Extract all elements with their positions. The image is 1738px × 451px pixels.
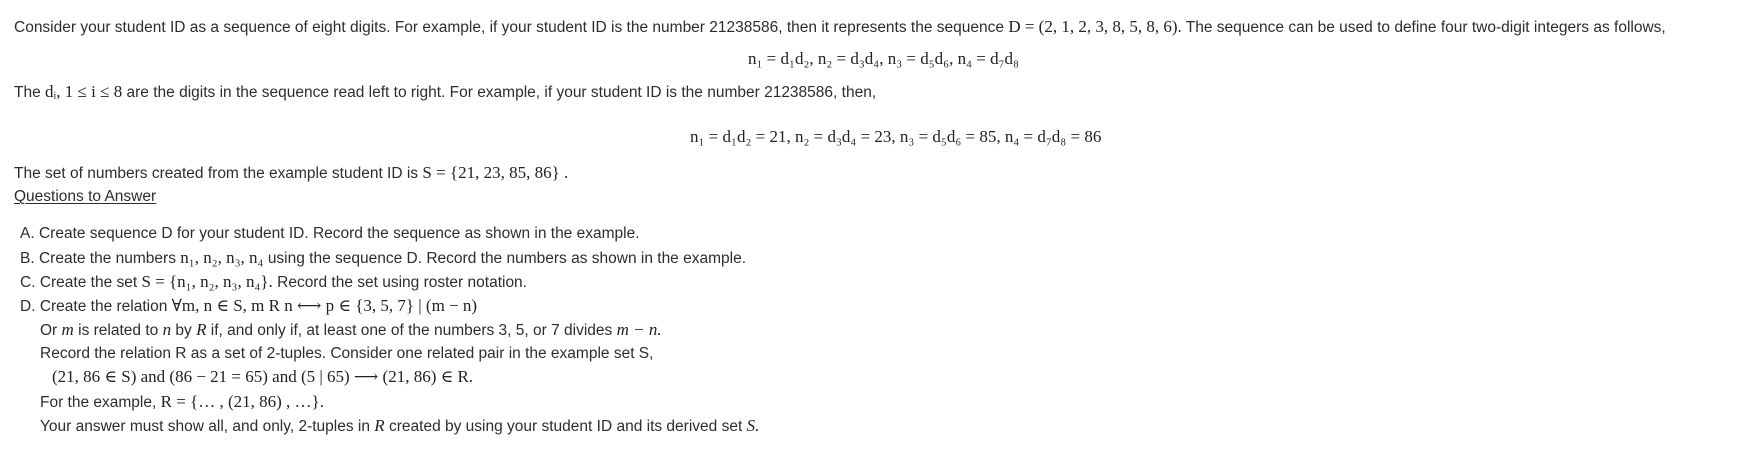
- example-equation: n₁ = d₁d₂ = 21, n₂ = d₃d₄ = 23, n₃ = d₅d₆ = 85, n₄ = d₇d₈ = 86: [690, 127, 1102, 146]
- question-c: [20, 272, 527, 293]
- intro-line-2: [14, 82, 876, 103]
- question-a-marker: A.: [20, 225, 35, 242]
- intro-tail-text: The sequence can be used to define four two-digit integers as follows,: [1185, 19, 1666, 36]
- question-d-line-2-pre: Or: [40, 322, 58, 339]
- intro-line-2-prefix: The: [14, 84, 41, 101]
- question-c-marker: C.: [20, 274, 36, 291]
- var-r-2: R: [374, 416, 385, 435]
- question-d-line-2-mid1: is related to: [78, 322, 159, 339]
- intro-line-1: [14, 17, 1666, 38]
- var-r: R: [196, 320, 207, 339]
- example-set-line: [14, 163, 568, 184]
- question-a-text: Create sequence D for your student ID. Record the sequence as shown in the example.: [38, 225, 640, 242]
- question-d-line-6-pre: Your answer must show all, and only, 2-tuples in: [40, 418, 370, 435]
- intro-line-2-tail: are the digits in the sequence read left to right. For example, if your student ID is the number 21238586, then,: [126, 84, 877, 101]
- question-d-line-2-mid2: by: [175, 322, 192, 339]
- var-m: m: [61, 320, 74, 339]
- question-d-line-3: Record the relation R as a set of 2-tuples. Consider one related pair in the example set S,: [40, 345, 654, 362]
- question-d-line-5: [40, 392, 324, 413]
- definition-equation: n₁ = d₁d₂, n₂ = d₃d₄, n₃ = d₅d₆, n₄ = d₇d₈: [748, 49, 1019, 68]
- question-d-example-r-math: R = {… , (21, 86) , …}.: [160, 392, 324, 411]
- question-a: [20, 224, 640, 244]
- question-d-marker: D.: [20, 298, 36, 315]
- question-c-text-pre: Create the set: [39, 274, 138, 291]
- expr-m-minus-n: m − n.: [616, 320, 662, 339]
- var-n: n: [162, 320, 172, 339]
- question-b-text-pre: Create the numbers: [38, 250, 176, 267]
- question-b-text-post: using the sequence D. Record the numbers as shown in the example.: [267, 250, 747, 267]
- intro-text: Consider your student ID as a sequence of eight digits. For example, if your student ID is the number 21238586, then it represents the sequence: [14, 19, 1004, 36]
- questions-heading: Questions to Answer: [14, 188, 157, 205]
- question-d-line-2-mid3: if, and only if, at least one of the numbers 3, 5, or 7 divides: [210, 322, 613, 339]
- question-b-math: n₁, n₂, n₃, n₄: [180, 248, 264, 267]
- question-b-marker: B.: [20, 250, 35, 267]
- var-s: S.: [746, 416, 760, 435]
- question-d-relation-math: ∀m, n ∈ S, m R n ⟷ p ∈ {3, 5, 7} | (m − n): [171, 296, 478, 315]
- question-d-line-6: [40, 416, 759, 437]
- question-b: [20, 248, 746, 269]
- example-set-text: The set of numbers created from the example student ID is: [14, 165, 419, 182]
- question-c-text-post: Record the set using roster notation.: [277, 274, 527, 291]
- digit-index-math: dᵢ, 1 ≤ i ≤ 8: [45, 82, 123, 101]
- question-c-math: S = {n₁, n₂, n₃, n₄}.: [141, 272, 273, 291]
- question-d: [20, 296, 477, 317]
- question-d-line-5-pre: For the example,: [40, 394, 157, 411]
- example-set-math: S = {21, 23, 85, 86} .: [422, 163, 569, 182]
- question-d-line-2: [40, 320, 662, 341]
- question-d-line-6-mid: created by using your student ID and its derived set: [389, 418, 743, 435]
- question-d-example-pair-math: (21, 86 ∈ S) and (86 − 21 = 65) and (5 | 65) ⟶ (21, 86) ∈ R.: [52, 367, 474, 386]
- sequence-definition-math: D = (2, 1, 2, 3, 8, 5, 8, 6).: [1008, 17, 1182, 36]
- question-d-text-pre: Create the relation: [39, 298, 168, 315]
